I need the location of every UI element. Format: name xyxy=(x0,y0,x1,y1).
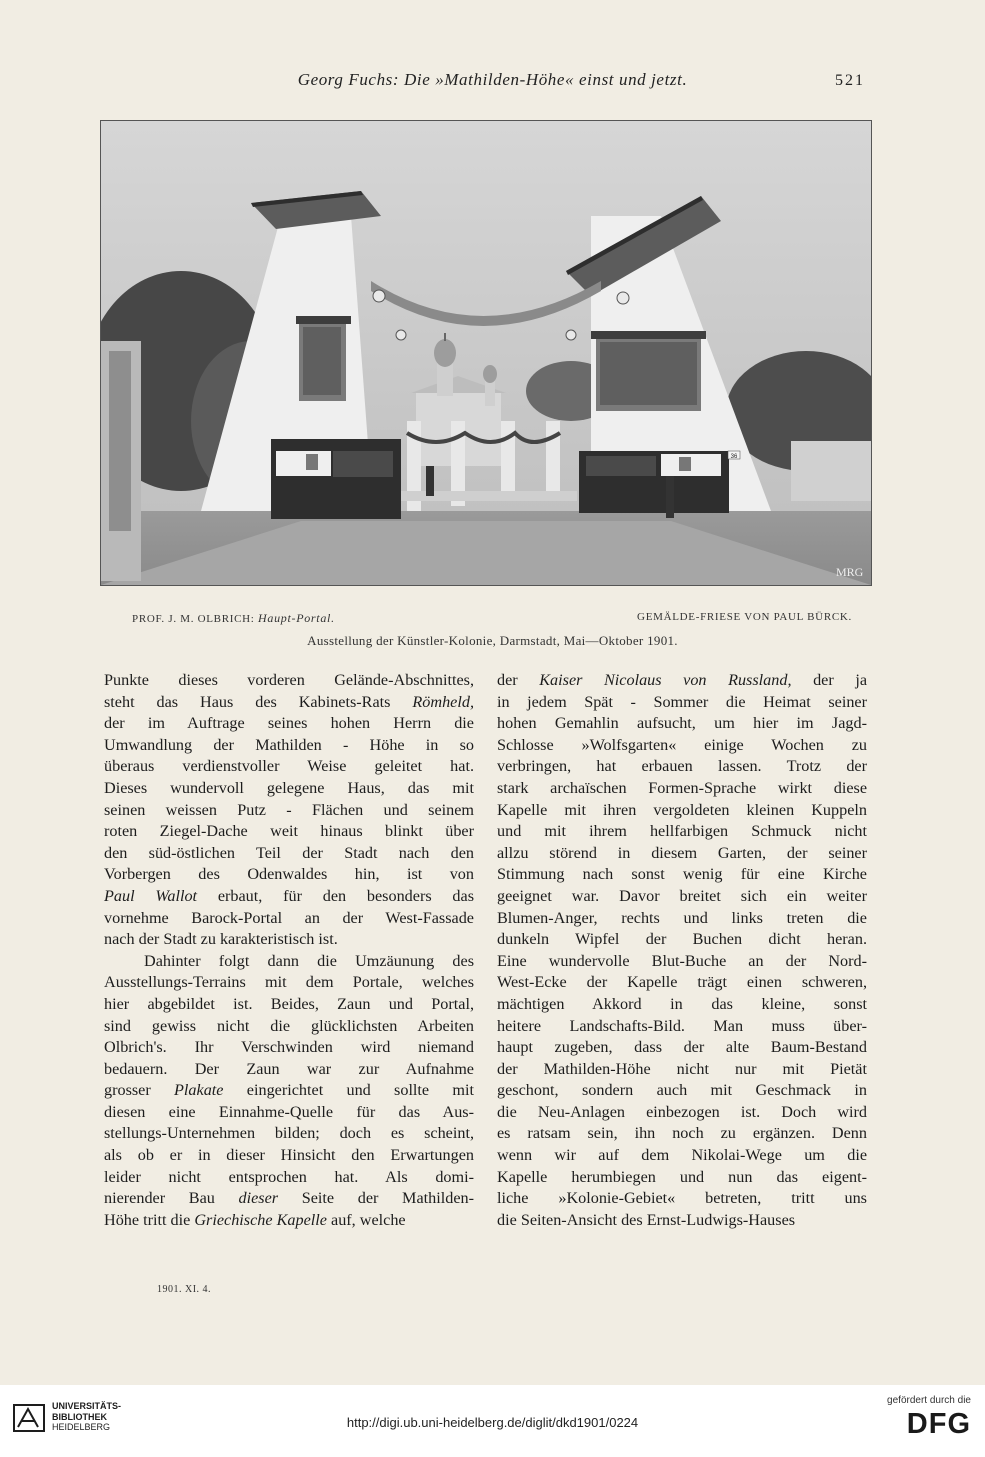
caption-right-credit: GEMÄLDE-FRIESE VON PAUL BÜRCK. xyxy=(637,611,852,623)
permalink-url[interactable]: http://digi.ub.uni-heidelberg.de/diglit/dkd1901/0224 xyxy=(346,1415,639,1430)
text-line: Schlosse »Wolfsgarten« einige Wochen zu xyxy=(497,735,867,754)
text-line: wenn wir auf dem Nikolai-Wege um die xyxy=(497,1146,867,1165)
text-line: allzu störend in diesem Garten, der seiner xyxy=(497,843,867,862)
text-line: in jedem Spät - Sommer die Heimat seiner xyxy=(497,692,867,711)
text-line: grosser Plakate eingerichtet und sollte mit xyxy=(104,1081,474,1100)
text-line: hier abgebildet ist. Beides, Zaun und Portal, xyxy=(104,994,474,1013)
text-line: die Neu-Anlagen einbezogen ist. Doch wird xyxy=(497,1102,867,1121)
running-header xyxy=(0,70,985,98)
text-line: Punkte dieses vorderen Gelände-Abschnittes, xyxy=(104,671,474,689)
text-line: Dieses wundervoll gelegene Haus, das mit xyxy=(104,778,474,797)
text-line: nierender Bau dieser Seite der Mathilden- xyxy=(104,1189,474,1208)
text-line: Kapelle mit ihren vergoldeten kleinen Kuppeln xyxy=(497,800,867,819)
text-line: stellungs-Unternehmen bilden; doch es scheint, xyxy=(104,1124,474,1143)
text-line: bedauern. Der Zaun war zur Aufnahme xyxy=(104,1059,474,1078)
text-line: Höhe tritt die Griechische Kapelle auf, welche xyxy=(104,1210,406,1229)
text-line: der Kaiser Nicolaus von Russland, der ja xyxy=(497,671,868,689)
text-line: Blumen-Anger, rechts und links treten die xyxy=(497,908,867,927)
text-line: roten Ziegel-Dache weit hinaus blinkt über xyxy=(104,822,474,841)
text-line: liche »Kolonie-Gebiet« betreten, tritt uns xyxy=(497,1189,867,1208)
text-line: die Seiten-Ansicht des Ernst-Ludwigs-Hauses xyxy=(497,1210,796,1229)
portal-illustration xyxy=(101,121,871,585)
text-line: als ob er in dieser Hinsicht den Erwartungen xyxy=(104,1146,474,1165)
text-line: sind gewiss nicht die glücklichsten Arbeiten xyxy=(104,1016,474,1035)
portal-photograph xyxy=(100,120,872,586)
text-line: heitere Landschafts-Bild. Man muss über- xyxy=(497,1016,867,1035)
text-column-right xyxy=(497,670,867,1231)
text-line: dunkeln Wipfel der Buchen dicht heran. xyxy=(497,930,867,949)
text-line: stark archaïschen Formen-Sprache wirkt diese xyxy=(497,778,867,797)
library-name-line3: HEIDELBERG xyxy=(52,1422,111,1432)
text-line: Olbrich's. Ihr Verschwinden wird niemand xyxy=(104,1038,474,1057)
text-line: verbringen, hat erbauen lassen. Trotz der xyxy=(497,757,867,776)
text-line: hohen Gemahlin aufsucht, um hier im Jagd- xyxy=(497,714,867,733)
header-title: Georg Fuchs: Die »Mathilden-Höhe« einst und jetzt. xyxy=(297,70,688,89)
text-column-left xyxy=(104,670,474,1231)
text-line: vornehme Barock-Portal an der West-Fassade xyxy=(104,908,474,927)
library-name-line1: UNIVERSITÄTS- xyxy=(52,1401,122,1411)
text-line: nach der Stadt zu karakteristisch ist. xyxy=(104,930,338,949)
text-line: überaus verdienstvoller Weise geleitet hat. xyxy=(104,757,474,776)
library-name-line2: BIBLIOTHEK xyxy=(52,1411,107,1422)
print-signature: 1901. XI. 4. xyxy=(157,1284,212,1295)
text-line: Eine wundervolle Blut-Buche an der Nord- xyxy=(497,951,867,970)
text-line: Paul Wallot erbaut, für den besonders das xyxy=(104,886,474,905)
text-line: West-Ecke der Kapelle trägt einen schweren, xyxy=(497,973,867,992)
text-line: mächtigen Akkord in das kleine, sonst xyxy=(497,994,867,1013)
text-line: leider nicht entsprochen hat. Als domi- xyxy=(104,1167,474,1186)
text-line: geeignet war. Davor breitet sich ein weiter xyxy=(497,886,867,905)
text-line: Kapelle herumbiegen und nun das eigent- xyxy=(497,1167,867,1186)
person-figure xyxy=(666,476,674,518)
text-line: Vorbergen des Odenwaldes hin, ist von xyxy=(104,865,474,884)
text-line: Ausstellungs-Terrains mit dem Portale, welches xyxy=(104,973,474,992)
digitization-footer xyxy=(0,1385,985,1457)
caption-title: Haupt-Portal. xyxy=(258,611,335,625)
text-line: es ratsam sein, ihn noch zu ergänzen. Denn xyxy=(497,1124,867,1143)
photo-monogram: MRG xyxy=(836,565,864,579)
text-line: haupt zugeben, dass der alte Baum-Bestand xyxy=(497,1038,867,1057)
text-line: der im Auftrage seines hohen Herrn die xyxy=(104,714,474,733)
text-line: Dahinter folgt dann die Umzäunung des xyxy=(144,951,474,970)
text-line: der Mathilden-Höhe nicht nur mit Pietät xyxy=(497,1059,867,1078)
caption-credit: PROF. J. M. OLBRICH: xyxy=(132,613,255,625)
page-number: 521 xyxy=(835,72,865,89)
text-line: den süd-östlichen Teil der Stadt nach den xyxy=(104,843,474,862)
text-line: Umwandlung der Mathilden - Höhe in so xyxy=(104,735,474,754)
sign-number: 36 xyxy=(730,454,738,460)
fence-right xyxy=(791,441,871,501)
text-line: seinen weissen Putz - Flächen und seinem xyxy=(104,800,474,819)
dfg-wordmark: DFG xyxy=(906,1408,971,1440)
text-line: steht das Haus des Kabinets-Rats Römheld, xyxy=(104,692,474,711)
text-line: Stimmung nach sonst wenig für eine Kirche xyxy=(497,865,867,884)
supported-by-text: gefördert durch die xyxy=(887,1395,971,1406)
text-line: und mit ihrem hellfarbigen Schmuck nicht xyxy=(497,822,867,841)
figure-subcaption: Ausstellung der Künstler-Kolonie, Darmstadt, Mai—Oktober 1901. xyxy=(307,633,678,648)
dfg-logo[interactable] xyxy=(871,1395,971,1441)
text-line: geschont, sondern auch mit Geschmack in xyxy=(497,1081,867,1100)
person-figure xyxy=(426,466,434,496)
text-line: diesen eine Einnahme-Quelle für das Aus- xyxy=(104,1102,474,1121)
